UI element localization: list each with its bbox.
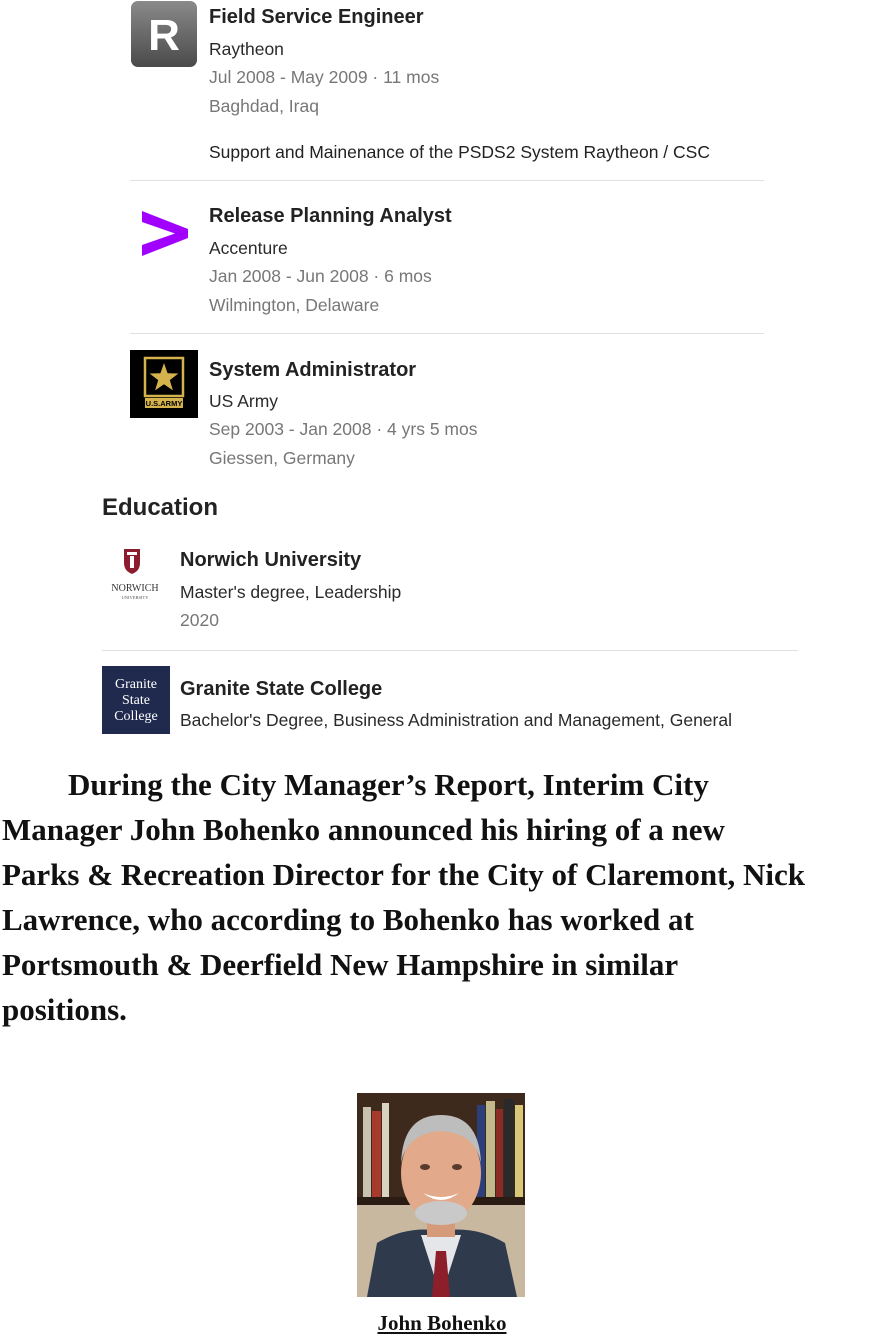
svg-text:Granite: Granite — [115, 677, 157, 692]
job-dates: Jul 2008 - May 2009 · 11 mos — [209, 67, 440, 87]
svg-text:NORWICH: NORWICH — [111, 583, 159, 594]
svg-text:State: State — [122, 693, 150, 708]
education-heading: Education — [102, 494, 219, 521]
svg-text:U.S.ARMY: U.S.ARMY — [145, 399, 183, 408]
job-dates: Jan 2008 - Jun 2008 · 6 mos — [209, 266, 432, 286]
company-name: Accenture — [209, 238, 288, 258]
school-name[interactable]: Norwich University — [180, 549, 362, 571]
job-location: Giessen, Germany — [209, 448, 355, 468]
job-title[interactable]: System Administrator — [209, 359, 417, 381]
article-paragraph — [2, 762, 880, 1032]
job-dates: Sep 2003 - Jan 2008 · 4 yrs 5 mos — [209, 419, 478, 439]
article-line: During the City Manager’s Report, Interim City — [68, 767, 709, 802]
accenture-logo-icon[interactable] — [130, 198, 198, 266]
svg-text:College: College — [114, 709, 158, 724]
portrait-photo — [357, 1093, 525, 1297]
svg-text:UNIVERSITY: UNIVERSITY — [121, 595, 149, 600]
svg-text:R: R — [148, 11, 180, 60]
article-line: positions. — [2, 992, 127, 1027]
article-line: Manager John Bohenko announced his hiring of a new — [2, 812, 725, 847]
job-title[interactable]: Field Service Engineer — [209, 6, 424, 28]
raytheon-logo-icon[interactable] — [130, 0, 198, 68]
divider — [130, 333, 764, 334]
us-army-logo-icon[interactable] — [130, 350, 198, 418]
article-line: Parks & Recreation Director for the City of Claremont, Nick — [2, 857, 805, 892]
photo-caption: John Bohenko — [377, 1311, 507, 1335]
job-location: Baghdad, Iraq — [209, 96, 319, 116]
article-line: Portsmouth & Deerfield New Hampshire in similar — [2, 947, 679, 982]
company-name: Raytheon — [209, 39, 284, 59]
education-year: 2020 — [180, 610, 219, 630]
job-title[interactable]: Release Planning Analyst — [209, 205, 452, 227]
granite-state-logo-icon[interactable] — [102, 666, 170, 734]
job-location: Wilmington, Delaware — [209, 295, 380, 315]
company-name: US Army — [209, 391, 279, 411]
norwich-logo-icon[interactable] — [102, 543, 168, 609]
degree: Bachelor's Degree, Business Administration and Management, General — [180, 710, 732, 730]
article-line: Lawrence, who according to Bohenko has worked at — [2, 902, 694, 937]
divider — [102, 650, 798, 651]
job-description: Support and Mainenance of the PSDS2 System Raytheon / CSC — [209, 142, 710, 162]
degree: Master's degree, Leadership — [180, 582, 402, 602]
school-name[interactable]: Granite State College — [180, 678, 383, 700]
divider — [130, 180, 764, 181]
